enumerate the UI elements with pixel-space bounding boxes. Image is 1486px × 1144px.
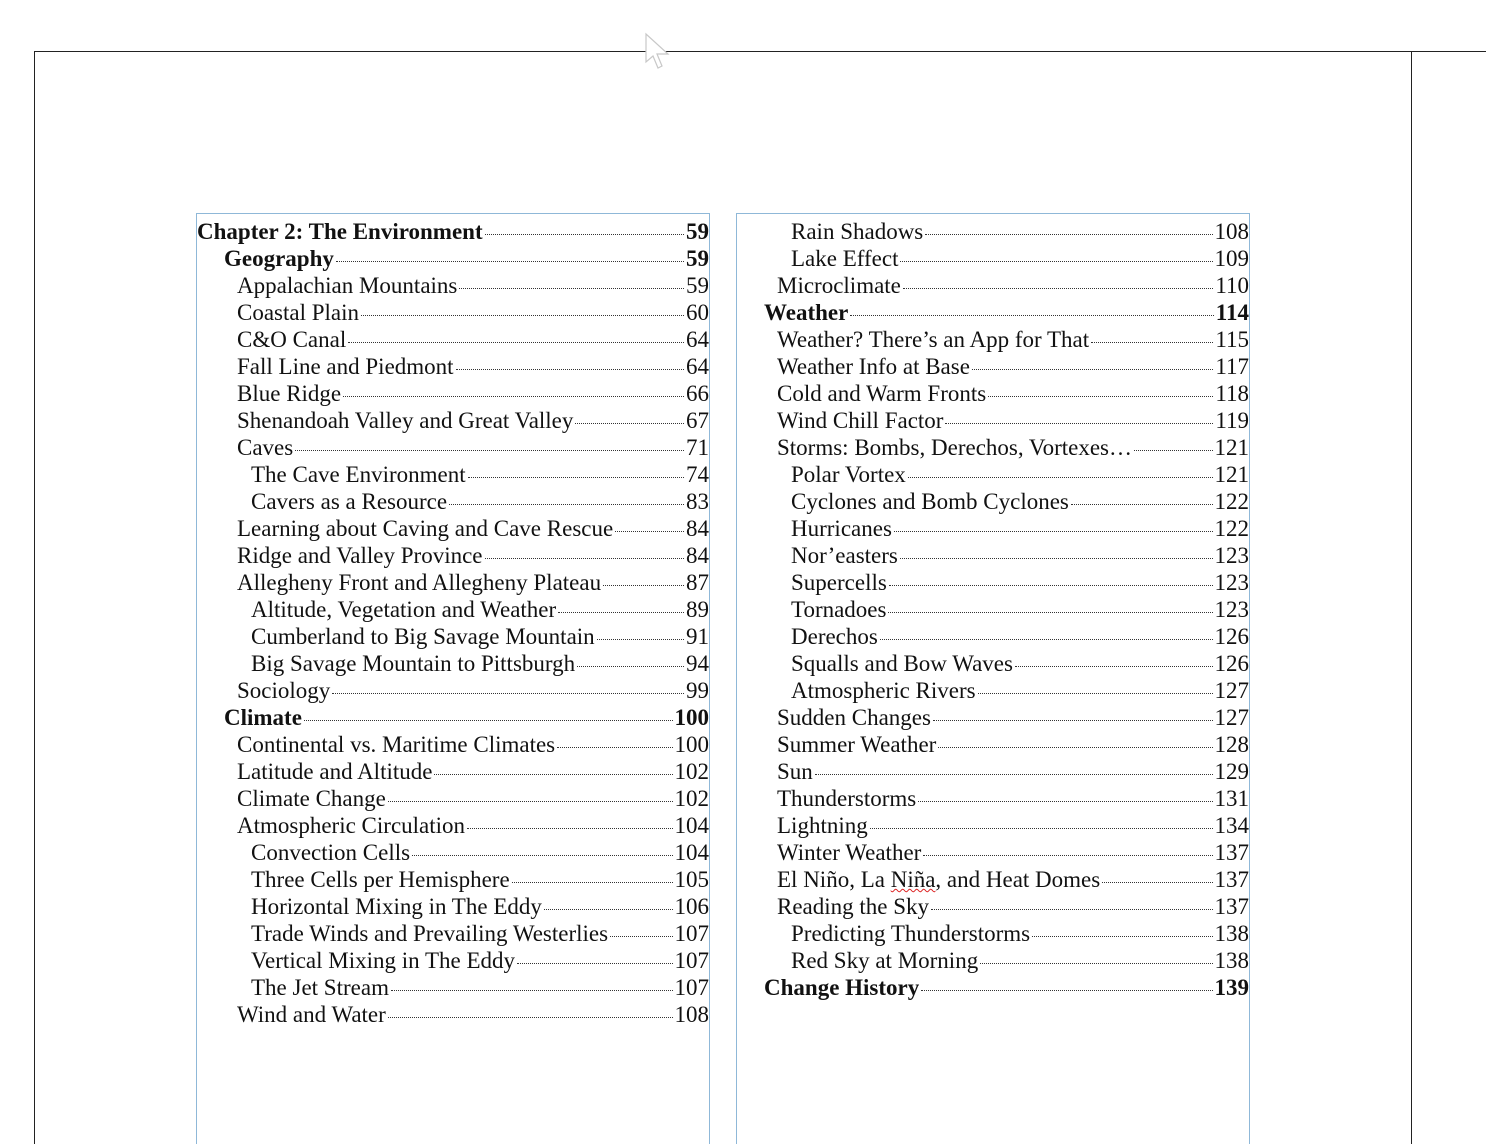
toc-entry <box>737 677 1249 704</box>
toc-entry-title <box>777 866 1100 893</box>
toc-entry <box>737 731 1249 758</box>
dot-leader <box>467 828 672 829</box>
dot-leader <box>456 369 684 370</box>
mouse-pointer-icon <box>644 32 674 72</box>
toc-entry-title: Coastal Plain <box>237 300 360 325</box>
toc-entry-page: 83 <box>686 489 709 514</box>
toc-entry <box>197 380 709 407</box>
toc-entry-title: Red Sky at Morning <box>791 948 979 973</box>
toc-entry-page: 126 <box>1214 651 1249 676</box>
toc-entry-page: 138 <box>1214 948 1249 973</box>
dot-leader <box>945 423 1213 424</box>
toc-entry-page: 137 <box>1214 867 1249 892</box>
toc-entry <box>737 758 1249 785</box>
dot-leader <box>485 234 684 235</box>
toc-entry-title: Caves <box>237 435 294 460</box>
toc-entry <box>737 380 1249 407</box>
dot-leader <box>361 315 684 316</box>
toc-entry <box>197 677 709 704</box>
dot-leader <box>972 369 1213 370</box>
toc-entry-title: Blue Ridge <box>237 381 342 406</box>
toc-entry-page: 128 <box>1214 732 1249 757</box>
toc-entry-title: Trade Winds and Prevailing Westerlies <box>251 921 609 946</box>
toc-entry-page: 122 <box>1214 516 1249 541</box>
toc-entry-title: The Jet Stream <box>251 975 389 1000</box>
dot-leader <box>888 612 1212 613</box>
dot-leader <box>336 261 684 262</box>
toc-entry-title: Reading the Sky <box>777 894 930 919</box>
toc-entry-page: 123 <box>1214 570 1249 595</box>
toc-entry <box>737 461 1249 488</box>
toc-entry-page: 127 <box>1214 678 1249 703</box>
toc-entry <box>197 839 709 866</box>
toc-entry <box>197 461 709 488</box>
dot-leader <box>544 909 673 910</box>
toc-entry-title: Cyclones and Bomb Cyclones <box>791 489 1069 514</box>
toc-entry-title: Continental vs. Maritime Climates <box>237 732 556 757</box>
toc-entry <box>197 731 709 758</box>
toc-entry <box>737 272 1249 299</box>
toc-entry <box>737 920 1249 947</box>
toc-entry <box>737 866 1249 893</box>
toc-entry <box>197 407 709 434</box>
toc-entry-title: Atmospheric Rivers <box>791 678 976 703</box>
page-edge-top <box>34 51 1486 52</box>
dot-leader <box>459 288 684 289</box>
toc-entry-page: 108 <box>1214 219 1249 244</box>
toc-entry <box>737 785 1249 812</box>
toc-entry-page: 94 <box>686 651 709 676</box>
toc-entry-title: Appalachian Mountains <box>237 273 458 298</box>
toc-entry <box>737 326 1249 353</box>
dot-leader <box>923 855 1212 856</box>
dot-leader <box>343 396 684 397</box>
toc-entry-title: Geography <box>224 246 334 271</box>
toc-entry <box>737 812 1249 839</box>
toc-entry <box>737 515 1249 542</box>
toc-entry-title: Winter Weather <box>777 840 922 865</box>
dot-leader <box>980 963 1212 964</box>
toc-entry-page: 137 <box>1214 840 1249 865</box>
toc-entry <box>737 650 1249 677</box>
toc-entry <box>197 623 709 650</box>
toc-entry-title: Sudden Changes <box>777 705 931 730</box>
toc-entry-page: 89 <box>686 597 709 622</box>
toc-entry-title: Cold and Warm Fronts <box>777 381 987 406</box>
toc-entry-page: 121 <box>1214 462 1249 487</box>
toc-entry-title: Weather? There’s an App for That <box>777 327 1090 352</box>
dot-leader <box>512 882 673 883</box>
dot-leader <box>988 396 1213 397</box>
toc-entry-title: Convection Cells <box>251 840 411 865</box>
toc-entry-page: 123 <box>1214 597 1249 622</box>
toc-entry <box>197 866 709 893</box>
toc-entry-page: 110 <box>1215 273 1249 298</box>
toc-entry-title: Cumberland to Big Savage Mountain <box>251 624 595 649</box>
toc-entry-page: 107 <box>674 948 709 973</box>
dot-leader <box>903 288 1213 289</box>
toc-entry-page: 87 <box>686 570 709 595</box>
toc-entry <box>197 272 709 299</box>
toc-entry-title: Lake Effect <box>791 246 899 271</box>
dot-leader <box>449 504 684 505</box>
toc-entry-page: 122 <box>1214 489 1249 514</box>
dot-leader <box>933 720 1213 721</box>
dot-leader <box>850 315 1213 316</box>
toc-entry-title: Sun <box>777 759 813 784</box>
toc-entry-page: 100 <box>674 705 709 730</box>
toc-entry-page: 123 <box>1214 543 1249 568</box>
toc-entry <box>737 407 1249 434</box>
toc-entry-title: Hurricanes <box>791 516 892 541</box>
dot-leader <box>870 828 1213 829</box>
toc-entry-page: 126 <box>1214 624 1249 649</box>
toc-entry-title: Atmospheric Circulation <box>237 813 466 838</box>
dot-leader <box>925 234 1212 235</box>
toc-entry-page: 115 <box>1215 327 1249 352</box>
dot-leader <box>1091 342 1213 343</box>
toc-entry <box>737 704 1249 731</box>
toc-entry <box>197 299 709 326</box>
toc-entry <box>197 569 709 596</box>
title-part: , and Heat Domes <box>935 867 1101 892</box>
toc-entry <box>197 515 709 542</box>
toc-entry <box>737 488 1249 515</box>
toc-entry-title: Change History <box>764 975 920 1000</box>
toc-entry-title: Climate <box>224 705 302 730</box>
toc-entry <box>197 1001 709 1028</box>
toc-entry <box>197 245 709 272</box>
dot-leader <box>434 774 672 775</box>
toc-entry-title: Allegheny Front and Allegheny Plateau <box>237 570 602 595</box>
dot-leader <box>517 963 672 964</box>
dot-leader <box>615 531 684 532</box>
toc-entry-title: The Cave Environment <box>251 462 466 487</box>
toc-entry <box>737 218 1249 245</box>
dot-leader <box>388 1017 673 1018</box>
toc-entry-title: Tornadoes <box>791 597 887 622</box>
toc-entry-page: 117 <box>1215 354 1249 379</box>
dot-leader <box>295 450 684 451</box>
toc-entry-page: 59 <box>686 219 709 244</box>
dot-leader <box>1102 882 1212 883</box>
toc-entry-title: Weather <box>764 300 849 325</box>
toc-entry-page: 59 <box>686 246 709 271</box>
toc-entry-title: Thunderstorms <box>777 786 917 811</box>
toc-entry <box>197 812 709 839</box>
toc-entry-page: 64 <box>686 354 709 379</box>
toc-entry <box>737 353 1249 380</box>
toc-entry <box>197 353 709 380</box>
title-part: El Niño, La <box>777 867 891 892</box>
page-edge-left <box>34 51 35 1144</box>
page-edge-right <box>1411 51 1412 1144</box>
toc-entry <box>737 299 1249 326</box>
toc-entry <box>197 488 709 515</box>
toc-entry-title: Microclimate <box>777 273 901 298</box>
toc-entry-title: Altitude, Vegetation and Weather <box>251 597 557 622</box>
toc-entry-page: 138 <box>1214 921 1249 946</box>
dot-leader <box>938 747 1212 748</box>
toc-entry <box>197 542 709 569</box>
toc-entry <box>197 704 709 731</box>
toc-entry-title: Supercells <box>791 570 887 595</box>
toc-entry-page: 104 <box>674 840 709 865</box>
dot-leader <box>880 639 1213 640</box>
toc-entry <box>197 596 709 623</box>
toc-entry-title: Storms: Bombs, Derechos, Vortexes… <box>777 435 1132 460</box>
dot-leader <box>577 666 684 667</box>
toc-entry <box>737 839 1249 866</box>
toc-entry-title: Nor’easters <box>791 543 898 568</box>
toc-entry <box>197 326 709 353</box>
dot-leader <box>388 801 673 802</box>
toc-entry <box>197 947 709 974</box>
toc-entry-page: 131 <box>1214 786 1249 811</box>
toc-entry <box>197 218 709 245</box>
toc-entry <box>737 947 1249 974</box>
toc-entry-page: 84 <box>686 516 709 541</box>
toc-entry <box>197 434 709 461</box>
toc-entry-page: 102 <box>674 786 709 811</box>
toc-entry <box>737 893 1249 920</box>
toc-entry-title: Three Cells per Hemisphere <box>251 867 510 892</box>
toc-entry-title: Ridge and Valley Province <box>237 543 483 568</box>
toc-entry-page: 107 <box>674 975 709 1000</box>
toc-entry <box>737 434 1249 461</box>
dot-leader <box>1015 666 1213 667</box>
toc-entry-title: Derechos <box>791 624 878 649</box>
dot-leader <box>921 990 1212 991</box>
toc-entry-page: 118 <box>1215 381 1249 406</box>
dot-leader <box>304 720 673 721</box>
spellcheck-flagged-word: Niña <box>890 867 936 892</box>
dot-leader <box>557 747 672 748</box>
toc-entry-page: 99 <box>686 678 709 703</box>
toc-entry-page: 134 <box>1214 813 1249 838</box>
toc-entry <box>197 893 709 920</box>
toc-entry <box>197 920 709 947</box>
dot-leader <box>900 261 1212 262</box>
dot-leader <box>1071 504 1213 505</box>
toc-entry <box>737 245 1249 272</box>
toc-entry-title: Fall Line and Piedmont <box>237 354 454 379</box>
dot-leader <box>412 855 672 856</box>
dot-leader <box>603 585 684 586</box>
dot-leader <box>894 531 1213 532</box>
toc-entry-page: 66 <box>686 381 709 406</box>
toc-entry-title: Cavers as a Resource <box>251 489 448 514</box>
toc-entry-page: 91 <box>686 624 709 649</box>
dot-leader <box>815 774 1213 775</box>
toc-entry <box>197 650 709 677</box>
toc-entry-page: 104 <box>674 813 709 838</box>
toc-entry-title: Predicting Thunderstorms <box>791 921 1031 946</box>
dot-leader <box>931 909 1212 910</box>
dot-leader <box>1134 450 1213 451</box>
toc-entry-title: Vertical Mixing in The Eddy <box>251 948 516 973</box>
toc-entry-page: 67 <box>686 408 709 433</box>
toc-entry <box>197 758 709 785</box>
toc-entry-title: Climate Change <box>237 786 386 811</box>
toc-entry-page: 121 <box>1214 435 1249 460</box>
dot-leader <box>468 477 684 478</box>
toc-entry-title: Weather Info at Base <box>777 354 970 379</box>
toc-entry-title: Squalls and Bow Waves <box>791 651 1013 676</box>
toc-entry-page: 119 <box>1215 408 1249 433</box>
toc-entry-title: Wind and Water <box>237 1002 386 1027</box>
toc-entry-page: 59 <box>686 273 709 298</box>
toc-entry-page: 107 <box>674 921 709 946</box>
dot-leader <box>558 612 684 613</box>
toc-entry <box>737 569 1249 596</box>
toc-entry-page: 139 <box>1214 975 1249 1000</box>
toc-entry-page: 60 <box>686 300 709 325</box>
toc-entry-title: Summer Weather <box>777 732 937 757</box>
toc-entry <box>737 623 1249 650</box>
dot-leader <box>332 693 684 694</box>
toc-entry-page: 127 <box>1214 705 1249 730</box>
toc-entry-title: Wind Chill Factor <box>777 408 944 433</box>
toc-entry-page: 74 <box>686 462 709 487</box>
toc-entry-title: Learning about Caving and Cave Rescue <box>237 516 614 541</box>
toc-entry <box>197 785 709 812</box>
toc-entry-page: 106 <box>674 894 709 919</box>
toc-entry-page: 64 <box>686 327 709 352</box>
toc-entry-page: 100 <box>674 732 709 757</box>
dot-leader <box>610 936 672 937</box>
toc-entry-title: Polar Vortex <box>791 462 906 487</box>
toc-entry-page: 102 <box>674 759 709 784</box>
toc-entry-title: Horizontal Mixing in The Eddy <box>251 894 542 919</box>
toc-entry-page: 137 <box>1214 894 1249 919</box>
toc-column-right <box>737 218 1249 1001</box>
toc-entry-title: Big Savage Mountain to Pittsburgh <box>251 651 576 676</box>
dot-leader <box>391 990 673 991</box>
toc-entry-title: Shenandoah Valley and Great Valley <box>237 408 574 433</box>
dot-leader <box>485 558 685 559</box>
toc-entry-page: 109 <box>1214 246 1249 271</box>
toc-entry-title: Latitude and Altitude <box>237 759 433 784</box>
dot-leader <box>348 342 684 343</box>
toc-column-left <box>197 218 709 1028</box>
dot-leader <box>900 558 1213 559</box>
toc-entry-page: 114 <box>1215 300 1249 325</box>
dot-leader <box>575 423 684 424</box>
toc-entry-page: 108 <box>674 1002 709 1027</box>
dot-leader <box>908 477 1213 478</box>
toc-entry-title: Lightning <box>777 813 868 838</box>
dot-leader <box>918 801 1212 802</box>
dot-leader <box>889 585 1213 586</box>
toc-entry-page: 105 <box>674 867 709 892</box>
toc-entry-page: 71 <box>686 435 709 460</box>
toc-entry <box>737 542 1249 569</box>
dot-leader <box>978 693 1213 694</box>
toc-entry-title: Sociology <box>237 678 331 703</box>
toc-entry-title: Rain Shadows <box>791 219 924 244</box>
toc-entry-page: 84 <box>686 543 709 568</box>
toc-entry-page: 129 <box>1214 759 1249 784</box>
dot-leader <box>597 639 684 640</box>
toc-entry <box>197 974 709 1001</box>
toc-entry-title: C&O Canal <box>237 327 347 352</box>
dot-leader <box>1032 936 1212 937</box>
toc-entry <box>737 596 1249 623</box>
toc-entry-title: Chapter 2: The Environment <box>197 219 483 244</box>
toc-entry <box>737 974 1249 1001</box>
